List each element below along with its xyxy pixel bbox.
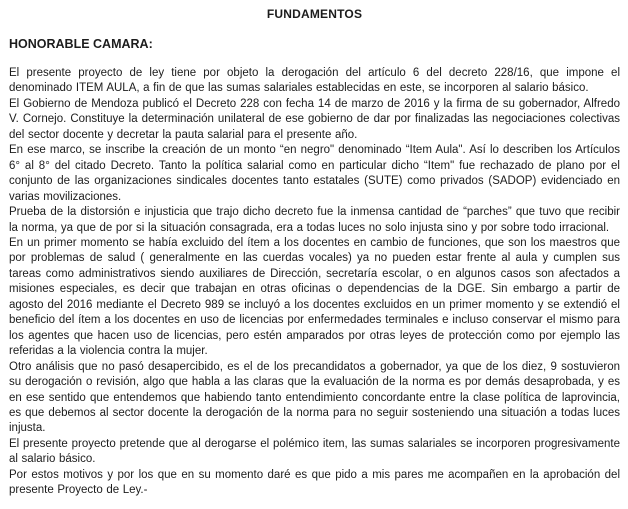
salutation: HONORABLE CAMARA: (9, 37, 153, 51)
document-body (9, 66, 620, 499)
paragraph-decreto-228: El Gobierno de Mendoza publicó el Decreto 228 con fecha 14 de marzo de 2016 y la firma de su gobernador, Alfredo V. Cornejo. Constituye la determinación unilateral de ese gobierno de dar por finalizadas las negociaciones colectivas del sector docente y decretar la pauta salarial para el presente año. (9, 97, 620, 141)
paragraph-objeto: El presente proyecto de ley tiene por objeto la derogación del artículo 6 del decreto 228/16, que impone el denominado ITEM AULA, a fin de que las sumas salariales establecidas en este, se incorporen al salario básico. (9, 67, 620, 95)
paragraph-exclusiones: En un primer momento se había excluido del ítem a los docentes en cambio de funciones, que son los maestros que por problemas de salud ( generalmente en las cuerdas vocales) ya no pueden estar frente al aula y cumplen sus tareas como administrativos siendo auxiliares de Dirección, secretaría escolar, o en algunos casos son afectados a misiones especiales, es decir que trabajan en otras oficinas o dependencias de la DGE. Sin embargo a partir de agosto del 2016 mediante el Decreto 989 se incluyó a los docentes excluidos en un primer momento y se extendió el beneficio del ítem a los docentes en uso de licencias por enfermedades terminales e incluso conservar el mismo para los agentes que hacen uso de licencias, pero estén amparados por otras leyes de protección como por ejemplo las referidas a la violencia contra la mujer. (9, 236, 620, 358)
document-title: FUNDAMENTOS (266, 7, 363, 21)
paragraph-precandidatos: Otro análisis que no pasó desapercibido, es el de los precandidatos a gobernador, ya que de los diez, 9 sostuvieron su derogación o revisión, algo que habla a las claras que la evaluación de la norma es por demás desaprobada, y es en ese sentido que entendemos que habiendo tanto entendimiento concordante entre la clase política de laprovincia, es que debemos al sector docente la derogación de la norma para no seguir sosteniendo una situación a todas luces injusta. (9, 360, 620, 435)
paragraph-item-aula: En ese marco, se inscribe la creación de un monto “en negro" denominado “Item Aula". Así lo describen los Artículos 6° al 8° del citado Decreto. Tanto la política salarial como en particular dicho “Item" fue rechazado de plano por el conjunto de las organizaciones sindicales docentes tanto estatales (SUTE) como privados (SADOP) evidenciado en varias movilizaciones. (9, 144, 620, 203)
paragraph-pretension: El presente proyecto pretende que al derogarse el polémico item, las sumas salariales se incorporen progresivamente al salario básico. (9, 437, 620, 466)
paragraph-parches: Prueba de la distorsión e injusticia que trajo dicho decreto fue la inmensa cantidad de “parches” que tuvo que recibir la norma, ya que de por si la situación consagrada, era a todas luces no solo injusta sino y por sobre todo irracional. (9, 206, 620, 234)
paragraph-cierre: Por estos motivos y por los que en su momento daré es que pido a mis pares me acompañen en la aprobación del presente Proyecto de Ley.- (9, 468, 620, 497)
